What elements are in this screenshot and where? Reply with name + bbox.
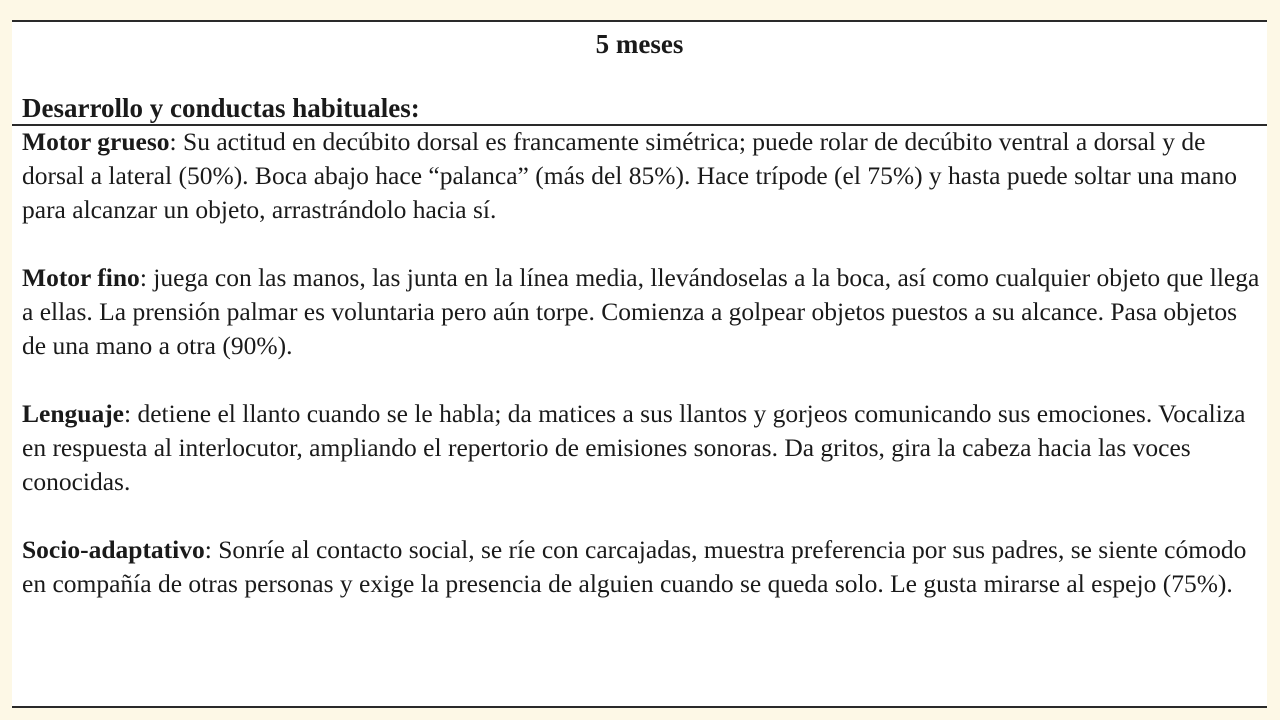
paragraph-label: Motor grueso <box>22 127 170 156</box>
paragraph-text: Su actitud en decúbito dorsal es francamente simétrica; puede rolar de decúbito ventral a dorsal y de dorsal a lateral (50%). Boca abajo hace “palanca” (más del 85%). Hace trípode (el 75%) y hasta puede soltar una mano para alcanzar un objeto, arrastrándolo hacia sí. <box>22 127 1237 224</box>
paragraph-label: Motor fino <box>22 263 140 292</box>
paragraph-lenguaje: Lenguaje: detiene el llanto cuando se le habla; da matices a sus llantos y gorjeos comunicando sus emociones. Vocaliza en respuesta al interlocutor, ampliando el repertorio de emisiones sonoras. Da gritos, gira la cabeza hacia las voces conocidas. <box>22 399 1246 496</box>
paragraph-motor-grueso: Motor grueso: Su actitud en decúbito dorsal es francamente simétrica; puede rolar de decúbito ventral a dorsal y de dorsal a lateral (50%). Boca abajo hace “palanca” (más del 85%). Hace trípode (el 75%) y hasta puede soltar una mano para alcanzar un objeto, arrastrándolo hacia sí. <box>22 127 1237 224</box>
section-heading: Desarrollo y conductas habituales: <box>22 93 420 123</box>
document-table <box>12 20 1267 708</box>
paragraph-motor-fino: Motor fino: juega con las manos, las junta en la línea media, llevándoselas a la boca, así como cualquier objeto que llega a ellas. La prensión palmar es voluntaria pero aún torpe. Comienza a golpear objetos puestos a su alcance. Pasa objetos de una mano a otra (90%). <box>22 263 1260 360</box>
paragraph-label: Lenguaje <box>22 399 124 428</box>
paragraph-socio-adaptativo: Socio-adaptativo: Sonríe al contacto social, se ríe con carcajadas, muestra preferencia por sus padres, se siente cómodo en compañía de otras personas y exige la presencia de alguien cuando se queda solo. Le gusta mirarse al espejo (75%). <box>22 535 1247 598</box>
paragraph-text: Sonríe al contacto social, se ríe con carcajadas, muestra preferencia por sus padres, se siente cómodo en compañía de otras personas y exige la presencia de alguien cuando se queda solo. Le gusta mirarse al espejo (75%). <box>22 535 1247 598</box>
paragraph-label: Socio-adaptativo <box>22 535 205 564</box>
paragraph-text: detiene el llanto cuando se le habla; da matices a sus llantos y gorjeos comunicando sus emociones. Vocaliza en respuesta al interlocutor, ampliando el repertorio de emisiones sonoras. Da gritos, gira la cabeza hacia las voces conocidas. <box>22 399 1246 496</box>
document-body <box>22 125 1260 601</box>
page-title: 5 meses <box>595 29 684 59</box>
paragraph-text: juega con las manos, las junta en la línea media, llevándoselas a la boca, así como cualquier objeto que llega a ellas. La prensión palmar es voluntaria pero aún torpe. Comienza a golpear objetos puestos a su alcance. Pasa objetos de una mano a otra (90%). <box>22 263 1260 360</box>
